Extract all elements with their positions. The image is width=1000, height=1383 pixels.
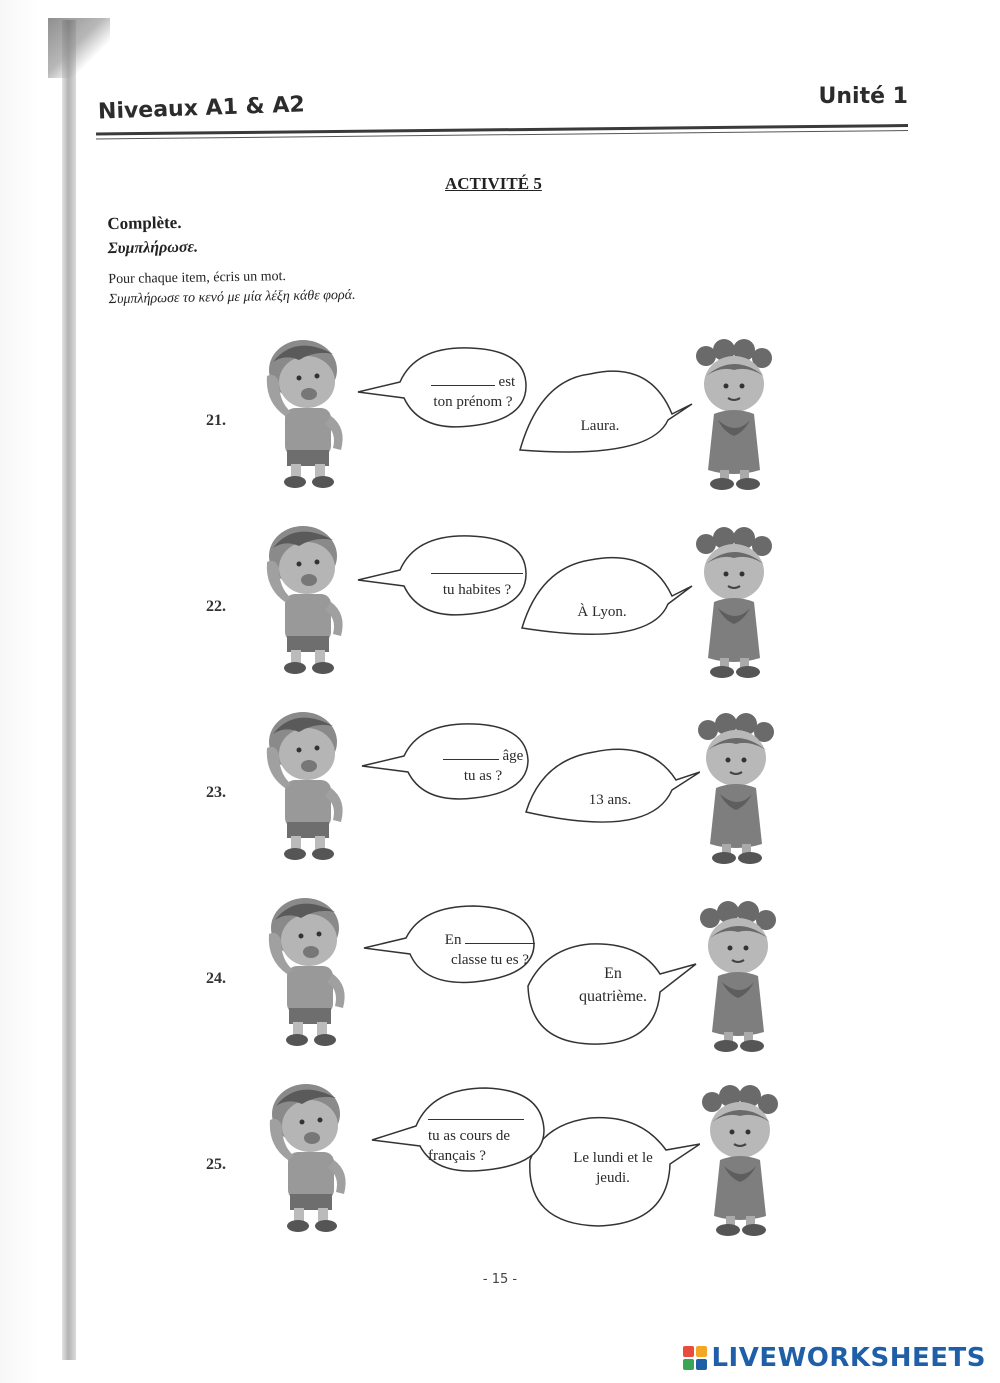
item-24 <box>200 890 800 1062</box>
liveworksheets-logo-icon <box>683 1346 707 1370</box>
girl-illustration <box>684 336 794 496</box>
answer-text: Laura. <box>580 418 620 434</box>
boy-illustration <box>255 332 365 492</box>
activity-title: ACTIVITÉ 5 <box>445 174 542 193</box>
item-21 <box>200 332 800 504</box>
instructions <box>107 210 355 308</box>
boy-illustration <box>255 518 365 678</box>
watermark <box>683 1343 986 1373</box>
question-text: est ton prénom ? <box>418 372 528 412</box>
answer-text: Le lundi et le jeudi. <box>573 1150 653 1186</box>
girl-illustration <box>684 524 794 684</box>
item-number: 23. <box>206 784 226 801</box>
answer-text: À Lyon. <box>577 604 627 620</box>
instruction-title-gr: Συμπλήρωσε. <box>107 238 199 258</box>
item-22 <box>200 518 800 690</box>
instruction-text-gr: Συμπλήρωσε το κενό με μία λέξη κάθε φορά. <box>108 287 356 308</box>
boy-illustration <box>255 704 365 864</box>
question-text: âge tu as ? <box>430 746 536 786</box>
speech-bubbles <box>350 716 700 856</box>
item-23 <box>200 704 800 876</box>
answer-blank[interactable] <box>465 943 535 944</box>
instruction-text-fr: Pour chaque item, écris un mot. <box>108 269 287 288</box>
item-number: 24. <box>206 970 226 987</box>
page-header <box>96 80 908 150</box>
answer-blank[interactable] <box>443 759 499 760</box>
watermark-text: LIVEWORKSHEETS <box>711 1343 986 1373</box>
scan-edge <box>0 0 100 1383</box>
girl-illustration <box>686 710 796 870</box>
answer-text: En quatrième. <box>579 965 647 1005</box>
answer-blank[interactable] <box>431 573 523 574</box>
question-text: tu habites ? <box>422 560 532 600</box>
level-title: Niveaux A1 & A2 <box>97 92 306 125</box>
unit-title: Unité 1 <box>818 84 908 109</box>
item-number: 21. <box>206 412 226 429</box>
question-text: tu as cours de français ? <box>428 1106 548 1166</box>
answer-blank[interactable] <box>431 385 495 386</box>
girl-illustration <box>690 1082 800 1242</box>
binding-shadow <box>62 20 76 1360</box>
instruction-title-fr: Complète. <box>107 212 182 234</box>
answer-blank[interactable] <box>428 1119 524 1120</box>
item-number: 25. <box>206 1156 226 1173</box>
page-number: - 15 - <box>482 1272 518 1287</box>
question-text: En classe tu es ? <box>430 930 550 970</box>
item-number: 22. <box>206 598 226 615</box>
binding-corner <box>48 18 110 78</box>
answer-text: 13 ans. <box>588 792 632 808</box>
item-25 <box>200 1076 800 1248</box>
girl-illustration <box>688 898 798 1058</box>
